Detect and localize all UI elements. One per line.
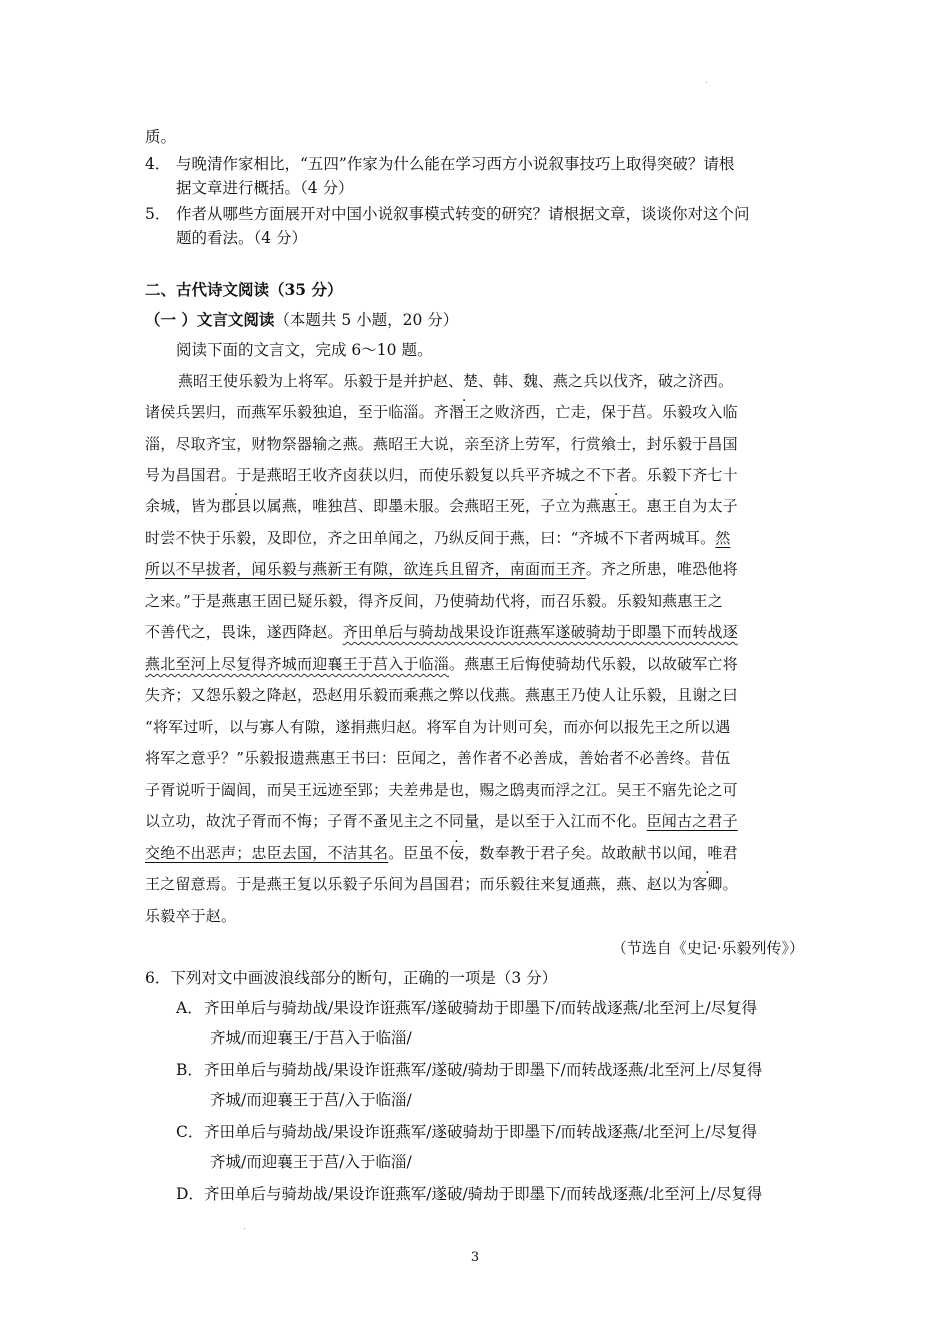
instruction: 阅读下面的文言文，完成 6～10 题。 — [176, 341, 433, 359]
passage-text: 时尝不快于乐毅，及即位，齐之田单闻之，乃纵反间于燕，曰：“齐城不下者两城耳。 — [145, 529, 716, 547]
passage-line-1: 燕昭王使乐毅为上将军。乐毅于是并护赵、楚、韩、魏、燕之兵以伐齐，破之济西。 — [178, 372, 734, 390]
passage-line-5 — [145, 494, 738, 518]
passage-line-13: 将军之意乎？”乐毅报遗燕惠王书曰：臣闻之，善作者不必善成，善始者不必善终。昔伍 — [145, 749, 731, 767]
passage-line-16 — [145, 841, 738, 865]
question-5-number: 5． — [145, 205, 171, 223]
wavy-underlined-text: 燕北至河上尽复得齐城而迎襄王于莒入于临淄 — [145, 655, 450, 673]
option-c-label: C． — [176, 1123, 204, 1141]
passage-text: 之败济西，亡走，保于莒。乐毅攻入临 — [479, 403, 738, 421]
passage-line-6 — [145, 526, 730, 550]
option-b-line2: 齐城/而迎襄王于莒/入于临淄/ — [210, 1091, 412, 1109]
scan-mark — [244, 1228, 245, 1229]
option-c-line2: 齐城/而迎襄王于莒/入于临淄/ — [210, 1153, 412, 1171]
underlined-sentence: 所以不早拔者，闻乐毅与燕新王有隙，欲连兵且留齐，南面而王齐 — [145, 560, 586, 578]
passage-line-12: “将军过听，以与寡人有隙，遂捐燕归赵。将军自为计则可矣，而亦何以报先王之所以遇 — [145, 718, 731, 736]
question-5-line1: 作者从哪些方面展开对中国小说叙事模式转变的研究？请根据文章，谈谈你对这个问 — [176, 205, 750, 223]
passage-line-7 — [145, 557, 738, 581]
passage-line-10 — [145, 652, 738, 676]
passage-text: 以立功，故沈子胥而不悔；子胥不蚤见主之不同量，是以至于入江而不化。 — [145, 812, 647, 830]
question-4-number: 4． — [145, 155, 171, 173]
passage-line-18: 乐毅卒于赵。 — [145, 907, 237, 925]
dotted-word-huiwang: 惠王 — [601, 497, 632, 515]
option-b-label: B． — [176, 1061, 203, 1079]
wavy-underlined-text: 齐田单后与骑劫战果设诈诳燕军遂破骑劫于即墨下而转战逐 — [342, 623, 738, 641]
passage-text: 。燕惠王后悔使骑劫代乐毅，以故破军亡将 — [449, 655, 738, 673]
option-d-line1: 齐田单后与骑劫战/果设诈诳燕军/遂破/骑劫于即墨下/而转战逐燕/北至河上/尽复得 — [204, 1185, 763, 1203]
underlined-sentence: 臣闻古之君子 — [646, 812, 738, 830]
subsection-title: （一 ）文言文阅读 — [145, 310, 275, 329]
passage-text: 王之留意焉。于是燕王复以乐毅子乐间为昌国君；而乐毅往来复通燕，燕、赵以为 — [145, 875, 693, 893]
option-c-line1: 齐田单后与骑劫战/果设诈诳燕军/遂破骑劫于即墨下/而转战逐燕/北至河上/尽复得 — [204, 1123, 758, 1141]
passage-line-11: 失齐；又怨乐毅之降赵，恐赵用乐毅而乘燕之弊以伐燕。燕惠王乃使人让乐毅，且谢之曰 — [145, 686, 738, 704]
passage-text: 诸侯兵罢归，而燕军乐毅独追，至于临淄。齐 — [145, 403, 450, 421]
passage-text: 。齐之所患，唯恐他将 — [585, 560, 738, 578]
passage-text: 。 — [722, 875, 738, 893]
passage-text: 以属燕，唯独莒、即墨未服。会燕昭王死，子立为燕 — [251, 497, 602, 515]
passage-source: （节选自《史记·乐毅列传》） — [611, 939, 804, 957]
passage-line-4: 号为昌国君。于是燕昭王收齐卤获以归，而使乐毅复以兵平齐城之不下者。乐毅下齐七十 — [145, 466, 738, 484]
dotted-word-minwang: 湣王 — [449, 403, 480, 421]
option-a-line1: 齐田单后与骑劫战/果设诈诳燕军/遂破骑劫于即墨下/而转战逐燕/北至河上/尽复得 — [204, 999, 758, 1017]
passage-line-2 — [145, 400, 738, 424]
subsection-note: （本题共 5 小题，20 分） — [274, 311, 459, 329]
subsection-heading — [145, 308, 458, 332]
option-a-label: A． — [176, 999, 203, 1017]
passage-text: ，数奉教于君子矣。故敢献书以闻，唯君 — [464, 844, 738, 862]
option-a-line2: 齐城/而迎襄王/于莒入于临淄/ — [210, 1029, 412, 1047]
passage-line-3: 淄，尽取齐宝，财物祭器输之燕。燕昭王大说，亲至济上劳军，行赏飨士，封乐毅于昌国 — [145, 435, 738, 453]
option-d-label: D． — [176, 1185, 204, 1203]
passage-line-17 — [145, 872, 738, 896]
dotted-word-ning: 佞 — [449, 844, 465, 862]
question-6-stem: 6．下列对文中画波浪线部分的断句，正确的一项是（3 分） — [145, 969, 558, 987]
page-number: 3 — [470, 1250, 480, 1265]
option-b-line1: 齐田单后与骑劫战/果设诈诳燕军/遂破/骑劫于即墨下/而转战逐燕/北至河上/尽复得 — [204, 1061, 763, 1079]
scan-mark — [706, 82, 707, 83]
dotted-word-junxian: 郡县 — [221, 497, 252, 515]
question-4-line2: 据文章进行概括。（4 分） — [176, 179, 354, 197]
passage-line-8: 之来。”于是燕惠王固已疑乐毅，得齐反间，乃使骑劫代将，而召乐毅。乐毅知燕惠王之 — [145, 592, 723, 610]
underlined-sentence: 交绝不出恶声；忠臣去国，不洁其名 — [145, 844, 389, 862]
continued-text: 质。 — [145, 128, 177, 146]
question-4-line1: 与晚清作家相比，“五四”作家为什么能在学习西方小说叙事技巧上取得突破？请根 — [176, 155, 735, 173]
passage-line-15 — [145, 809, 738, 833]
passage-text: 。臣虽不 — [388, 844, 450, 862]
passage-text: 余城，皆为 — [145, 497, 222, 515]
dotted-word-keqing: 客卿 — [692, 875, 723, 893]
passage-line-9 — [145, 620, 738, 644]
passage-line-14: 子胥说听于阖闾，而吴王远迹至郢；夫差弗是也，赐之鸱夷而浮之江。吴王不寤先论之可 — [145, 781, 738, 799]
section-title: 二、古代诗文阅读（35 分） — [145, 280, 343, 299]
underlined-sentence: 然 — [715, 529, 731, 547]
passage-text: 。惠王自为太子 — [631, 497, 738, 515]
passage-text: 不善代之，畏诛，遂西降赵。 — [145, 623, 343, 641]
question-5-line2: 题的看法。（4 分） — [176, 229, 308, 247]
